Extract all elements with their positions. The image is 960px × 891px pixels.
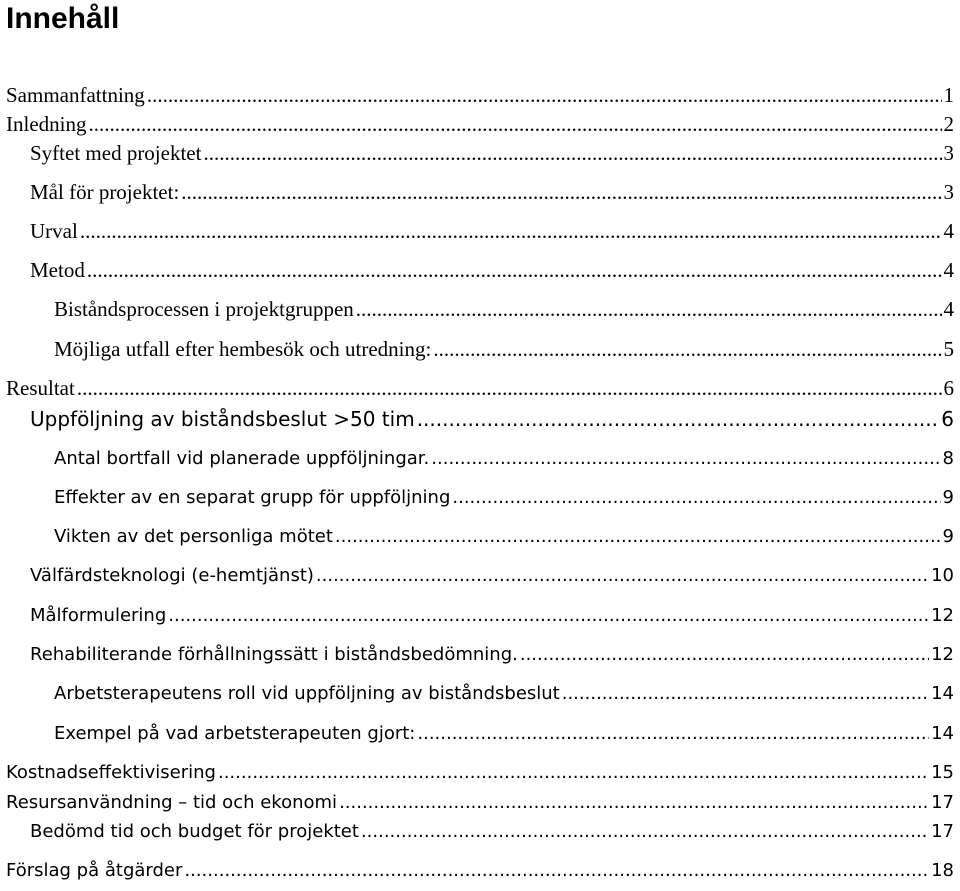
- toc-entry-page: 6: [943, 376, 954, 400]
- toc-entry-label: Vikten av det personliga mötet: [54, 526, 333, 547]
- toc-entry[interactable]: [30, 179, 960, 205]
- toc-entry-page: 3: [943, 141, 954, 165]
- toc-leader: [431, 446, 940, 472]
- toc-entry-page: 3: [943, 180, 954, 204]
- toc-entry-label: Syftet med projektet: [30, 141, 202, 165]
- toc-leader: [339, 790, 929, 816]
- toc-entry-page: 12: [931, 605, 954, 626]
- toc-entry-page: 9: [942, 487, 954, 508]
- toc-entry-label: Sammanfattning: [6, 83, 145, 107]
- toc-leader: [88, 111, 941, 137]
- toc-entry[interactable]: [30, 563, 960, 589]
- toc-entry-label: Kostnadseffektivisering: [6, 762, 216, 783]
- toc-leader: [417, 721, 929, 747]
- toc-leader: [335, 524, 941, 550]
- toc-leader: [184, 858, 929, 884]
- toc-leader: [168, 603, 929, 629]
- toc-entry-page: 9: [942, 526, 954, 547]
- toc-entry-page: 10: [931, 565, 954, 586]
- toc-entry-label: Mål för projektet:: [30, 180, 180, 204]
- toc-entry[interactable]: [54, 721, 960, 747]
- toc-entry-label: Målformulering: [30, 605, 167, 626]
- toc-entry-page: 8: [942, 448, 954, 469]
- toc-leader: [361, 819, 929, 845]
- toc-leader: [147, 82, 942, 108]
- toc-entry[interactable]: [30, 140, 960, 166]
- toc-entry-page: 15: [931, 762, 954, 783]
- toc-entry[interactable]: [6, 858, 960, 884]
- toc-entry-page: 17: [931, 792, 954, 813]
- toc-entry-label: Inledning: [6, 112, 87, 136]
- toc-entry-page: 5: [943, 337, 954, 361]
- toc-entry-page: 12: [931, 644, 954, 665]
- toc-entry-label: Urval: [30, 219, 78, 243]
- toc-leader: [218, 760, 929, 786]
- toc-leader: [87, 257, 942, 283]
- toc-leader: [356, 296, 942, 322]
- toc-entry-label: Resultat: [6, 376, 75, 400]
- toc-entry[interactable]: [54, 336, 960, 362]
- toc-entry[interactable]: [54, 681, 960, 707]
- toc-leader: [452, 485, 940, 511]
- toc-entry[interactable]: [30, 819, 960, 845]
- toc-entry-label: Exempel på vad arbetsterapeuten gjort:: [54, 723, 416, 744]
- page-title: Innehåll: [6, 2, 120, 35]
- toc-entry-page: 17: [931, 821, 954, 842]
- toc-entry-label: Effekter av en separat grupp för uppföljning: [54, 487, 451, 508]
- toc-entry[interactable]: [30, 603, 960, 629]
- toc-entry-page: 4: [943, 297, 954, 321]
- toc-entry[interactable]: [6, 111, 960, 137]
- toc-entry-page: 2: [943, 112, 954, 136]
- toc-leader: [181, 179, 941, 205]
- toc-entry[interactable]: [54, 524, 960, 550]
- toc-leader: [316, 563, 929, 589]
- toc-entry[interactable]: [54, 296, 960, 322]
- toc-entry-label: Rehabiliterande förhållningssätt i biståndsbedömning.: [30, 644, 518, 665]
- toc-entry-label: Biståndsprocessen i projektgruppen: [54, 297, 354, 321]
- toc-leader: [520, 642, 929, 668]
- toc-entry[interactable]: [30, 642, 960, 668]
- toc-entry-label: Förslag på åtgärder: [6, 860, 183, 881]
- toc-entry-page: 18: [931, 860, 954, 881]
- toc-entry[interactable]: [30, 218, 960, 244]
- toc-entry-page: 4: [943, 258, 954, 282]
- toc-leader: [203, 140, 941, 166]
- toc-entry[interactable]: [6, 760, 960, 786]
- toc-entry-page: 14: [931, 723, 954, 744]
- toc-entry-page: 6: [941, 407, 954, 431]
- toc-entry-label: Metod: [30, 258, 85, 282]
- toc-entry-page: 1: [943, 83, 954, 107]
- toc-entry-page: 4: [943, 219, 954, 243]
- toc-leader: [77, 375, 942, 401]
- toc-entry[interactable]: [54, 485, 960, 511]
- toc-entry-label: Arbetsterapeutens roll vid uppföljning av biståndsbeslut: [54, 683, 560, 704]
- toc-entry[interactable]: [30, 257, 960, 283]
- toc-leader: [417, 406, 940, 432]
- toc-leader: [562, 681, 929, 707]
- toc-entry-page: 14: [931, 683, 954, 704]
- toc-leader: [433, 336, 941, 362]
- toc-entry[interactable]: [6, 82, 960, 108]
- toc-entry-label: Möjliga utfall efter hembesök och utredning:: [54, 337, 432, 361]
- toc-entry[interactable]: [6, 375, 960, 401]
- toc-entry-label: Uppföljning av biståndsbeslut >50 tim: [30, 407, 415, 431]
- toc-leader: [80, 218, 942, 244]
- toc-entry[interactable]: [54, 446, 960, 472]
- toc-entry-label: Antal bortfall vid planerade uppföljningar.: [54, 448, 430, 469]
- toc-entry-label: Resursanvändning – tid och ekonomi: [6, 792, 338, 813]
- toc-entry[interactable]: [6, 790, 960, 816]
- toc-entry-label: Bedömd tid och budget för projektet: [30, 821, 359, 842]
- toc-entry-label: Välfärdsteknologi (e-hemtjänst): [30, 565, 314, 586]
- toc-entry[interactable]: [30, 406, 960, 432]
